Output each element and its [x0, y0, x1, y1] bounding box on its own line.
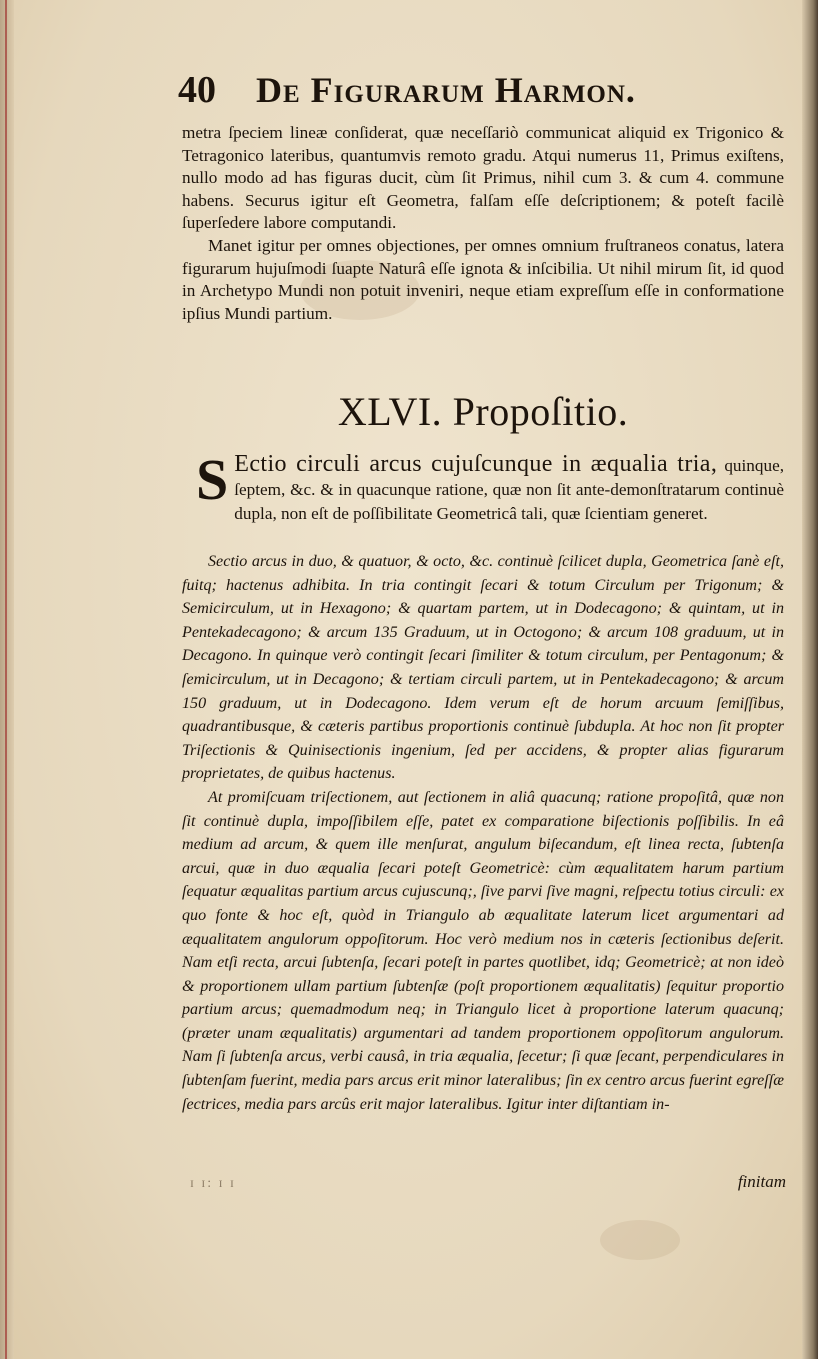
page-gutter — [0, 0, 14, 1359]
running-title: De Figurarum Harmon. — [256, 70, 636, 110]
page-number: 40 — [178, 69, 216, 111]
proposition-heading: XLVI. Propoſitio. — [337, 389, 629, 434]
signature-mark: ɪ ɪ: ɪ ɪ — [190, 1176, 236, 1191]
page-edge-shadow — [802, 0, 818, 1359]
statement-rest: quinque, ſeptem, &c. & in quacunque ratione, quæ non ſit ante-demonſtratarum continuè dupla, non eſt de poſſibilitate Geometricâ tali, quæ ſcientiam generet. — [234, 456, 784, 523]
commentary-paragraph-2: At promiſcuam triſectionem, aut ſectionem in aliâ quacunq; ratione propoſitâ, quæ non ſit continuè dupla, impoſſibilem eſſe, patet ex comparatione biſectionis poſſibilis. In eâ medium ad arcum, & quem ille menſurat, angulum biſecandum, eſt linea recta, ſubtenſa arcui, quæ in duo æqualia ſecari poteſt Geometricè: cùm æqualitatem harum partium ſequatur æqualitas partium arcus cujuscunq;, ſive parvi ſive magni, reſpectu totius circuli: ex quo fonte & hoc eſt, quòd in Triangulo ab æqualitate laterum licet argumentari ad æqualitatem angulorum oppoſitorum. Hoc verò medium nos in cæteris ſectionibus deſerit. Nam etſi recta, arcui ſubtenſa, ſecari poteſt in partes quotlibet, idq; Geometricè; at non ideò & proportionem ullam partium ſubtenſæ (poſt proportionem æqualitatis) ſequitur proportio partium arcus; quemadmodum neq; in Triangulo licet à proportione laterum quacunq; (præter unam æqualitatis) argumentari ad tandem proportionem oppoſitorum angulorum. Nam ſi ſubtenſa arcus, verbi causâ, in tria æqualia, ſecetur; ſi quæ ſecant, perpendiculares in ſubtenſam fuerint, media pars arcus erit minor lateralibus; ſin ex centro arcus fuerint egreſſæ ſectrices, media pars arcûs erit major lateralibus. Igitur inter diſtantiam in- — [182, 788, 784, 1113]
intro-paragraph-1: metra ſpeciem lineæ conſiderat, quæ neceſſariò communicat aliquid ex Trigonico & Tetragonico lateribus, quantumvis remoto gradu. Atqui numerus 11, Primus exiſtens, nullo modo ad has figuras ducit, cùm ſit Primus, nihil cum 3. & cum 4. commune habens. Securus igitur eſt Geometra, falſam eſſe deſcriptionem; & poteſt facilè ſuperſedere labore computandi. — [182, 123, 784, 233]
drop-cap-letter: S — [196, 447, 229, 512]
paper-stain — [600, 1220, 680, 1260]
catchword: finitam — [737, 1172, 786, 1191]
intro-text-block — [182, 122, 784, 325]
intro-paragraph-2: Manet igitur per omnes objectiones, per omnes omnium fruſtraneos conatus, latera figurarum hujuſmodi ſuapte Naturâ eſſe ignota & inſcibilia. Ut nihil mirum ſit, id quod in Archetypo Mundi non potuit inveniri, neque etiam expreſſum eſſe in conformatione ipſius Mundi partium. — [182, 235, 784, 323]
commentary-paragraph-1: Sectio arcus in duo, & quatuor, & octo, &c. continuè ſcilicet dupla, Geometrica ſanè eſt, fuitq; hactenus adhibita. In tria contingit ſecari & totum Circulum per Trigonum; & Semicirculum, ut in Hexagono; & quartam partem, ut in Dodecagono; & quintam, ut in Pentekadecagono; & arcum 135 Graduum, ut in Octogono; & arcum 108 graduum, ut in Decagono. In quinque verò contingit ſecari ſimiliter & totum circulum, per Pentagonum; & ſemicirculum, ut in Decagono; & tertiam circuli partem, ut in Pentekadecagono; & arcum 150 graduum, ut in Dodecagono. Idem verum eſt de horum arcuum ſemiſſibus, quadrantibusque, & cæteris partibus proportionis continuè ſubdupla. At hoc non ſit propter Triſectionis & Quinisectionis ingenium, ſed per accidens, & propter alias figurarum proprietates, de quibus hactenus. — [182, 553, 784, 783]
proposition-statement — [182, 447, 784, 526]
running-head — [178, 68, 738, 116]
commentary-block — [182, 550, 784, 1116]
gutter-red-line — [5, 0, 7, 1359]
statement-lead: Ectio circuli arcus cujuſcunque in æqualia tria, — [234, 451, 718, 477]
